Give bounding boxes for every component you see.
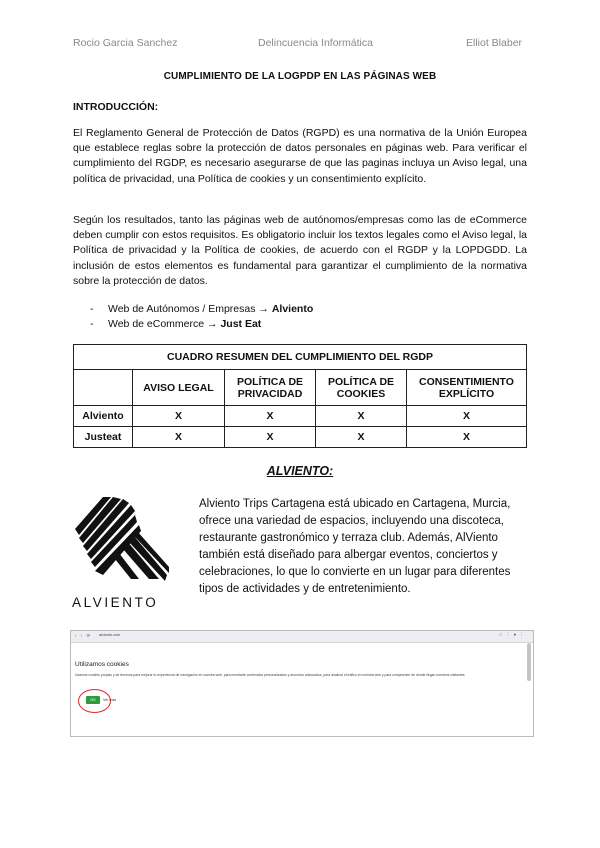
table-cell: X [407,427,527,448]
section-title: ALVIENTO: [266,464,334,478]
bullet-bold: Alviento [271,303,314,315]
browser-extension-icons: ☆ ⋮ ● ⋮ [498,632,525,637]
intro-paragraph-1: El Reglamento General de Protección de Datos (RGPD) es una normativa de la Unión Europea que establece reglas sobre la protección de datos personales en páginas web. Para verificar el cumplimiento del RGDP, es necesario asegurarse de que las paginas incluya un Aviso legal, una política de privacidad, una Política de cookies y un consentimiento explícito. [73,127,527,185]
cookie-title: Utilizamos cookies [75,661,129,668]
bullet-item [90,318,261,330]
bullet-text: Web de eCommerce → [108,318,221,330]
browser-nav-icons: ‹ › ⟳ [75,633,92,638]
header-subject: Delincuencia Informática [258,37,373,49]
cookie-ok-button: OK [86,696,100,704]
alviento-logo-icon [73,495,169,581]
scrollbar [527,643,531,681]
table-caption: CUADRO RESUMEN DEL CUMPLIMIENTO DEL RGDP [74,345,527,370]
summary-table [73,344,527,448]
table-cell: X [225,406,316,427]
column-header: POLÍTICA DE COOKIES [316,370,407,406]
alviento-description: Alviento Trips Cartagena está ubicado en Cartagena, Murcia, ofrece una variedad de espacios, incluyendo una discoteca, restaurante gastronómico y terraza club. Además, AlViento también está diseñado para albergar eventos, conciertos y celebraciones, lo que lo convierte en un lugar para diferentes tipos de actividades y de entretenimiento. [199,498,511,595]
table-cell: X [316,406,407,427]
intro-paragraph-2: Según los resultados, tanto las páginas web de autónomos/empresas como las de eCommerce deben cumplir con estos requisitos. Es obligatorio incluir los textos legales como el Aviso legal, la Política de privacidad y la Política de cookies, de acuerdo con el RGDP y la LOPDGDD. La inclusión de estos elementos es fundamental para garantizar el cumplimiento de la normativa sobre la protección de datos. [73,214,527,287]
table-cell: X [225,427,316,448]
table-row [74,427,527,448]
row-header: Justeat [74,427,133,448]
table-cell: X [316,427,407,448]
column-header: POLÍTICA DE PRIVACIDAD [225,370,316,406]
bullet-text: Web de Autónomos / Empresas → [108,303,272,315]
header-author-left: Rocio Garcia Sanchez [73,37,178,49]
browser-url: alviento.com [99,633,121,637]
logo-wordmark: ALVIENTO [72,595,159,610]
bullet-dash: - [90,303,94,315]
cookie-more-link: Ver más [103,698,117,702]
document-title: CUMPLIMIENTO DE LA LOGPDP EN LAS PÁGINAS WEB [163,71,437,82]
cookie-banner-screenshot [70,630,534,737]
column-header: AVISO LEGAL [133,370,225,406]
table-corner [74,370,133,406]
browser-toolbar [71,631,533,643]
bullet-dash: - [90,318,94,330]
column-header: CONSENTIMIENTO EXPLÍCITO [407,370,527,406]
table-cell: X [133,406,225,427]
bullet-item [90,303,313,315]
cookie-text: Usamos cookies propias y de terceros para mejorar tu experiencia de navegación en nuestra web, para mostrarte contenidos personalizados y anuncios adecuados, para analizar el tráfico en nuestra web y para comprender de dónde llegan nuestros visitantes. [75,673,466,677]
table-cell: X [407,406,527,427]
table-row [74,406,527,427]
intro-heading: INTRODUCCIÓN: [73,101,159,113]
row-header: Alviento [74,406,133,427]
header-author-right: Elliot Blaber [466,37,523,49]
table-cell: X [133,427,225,448]
bullet-bold: Just Eat [220,318,262,330]
